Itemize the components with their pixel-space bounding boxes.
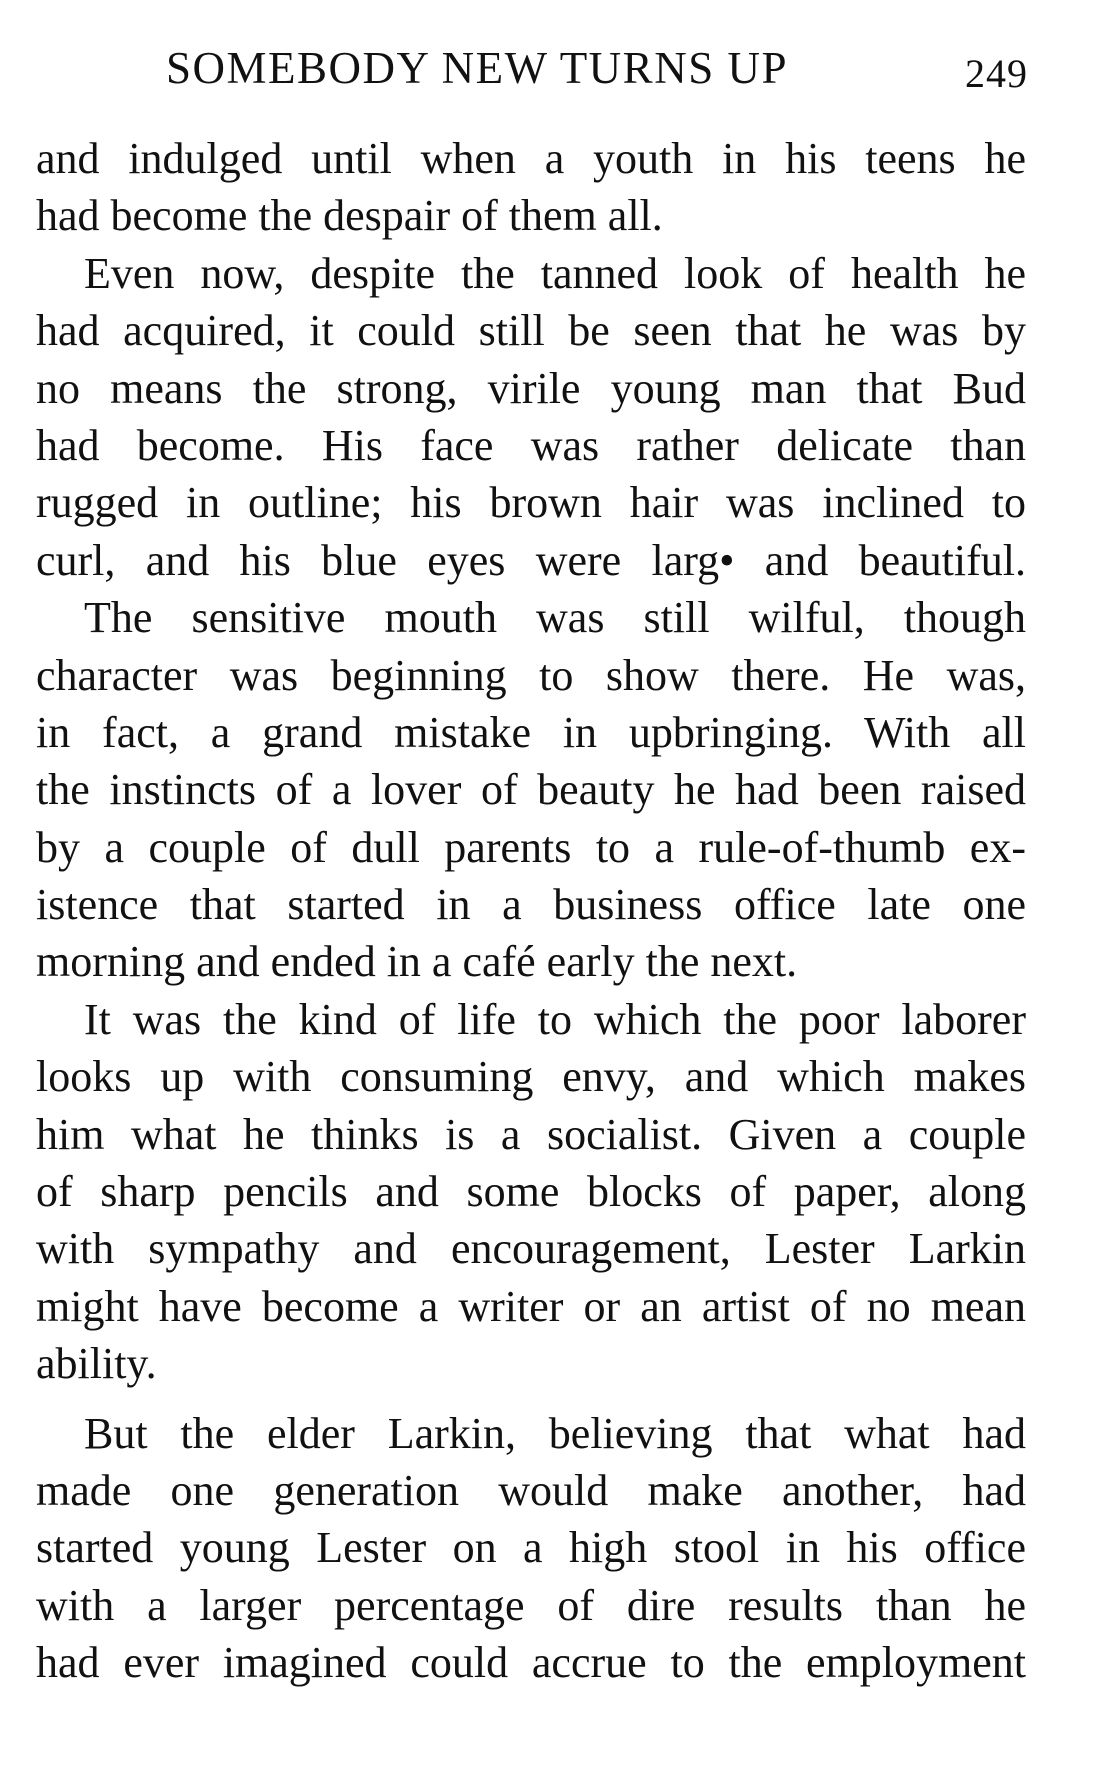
body-text (36, 130, 1026, 1692)
text-line: had acquired, it could still be seen that he was by (36, 306, 1026, 356)
text-line: ability. (36, 1339, 157, 1389)
text-line: with a larger percentage of dire results than he (36, 1580, 1026, 1630)
text-line: The sensitive mouth was still wilful, though (84, 593, 1026, 643)
text-line: him what he thinks is a socialist. Given a couple (36, 1109, 1026, 1159)
page-number: 249 (965, 51, 1028, 96)
text-line: no means the strong, virile young man that Bud (36, 363, 1026, 413)
text-line: morning and ended in a café early the next. (36, 937, 798, 987)
text-line: had become. His face was rather delicate than (36, 420, 1026, 470)
text-line: made one generation would make another, had (36, 1465, 1026, 1515)
text-line: started young Lester on a high stool in his office (36, 1523, 1026, 1573)
text-line: looks up with consuming envy, and which makes (36, 1052, 1026, 1102)
paragraph-first-line: It was the kind of life to which the poor laborer (84, 994, 1026, 1044)
running-head (36, 42, 1026, 102)
text-line: the instincts of a lover of beauty he had been raised (36, 765, 1026, 815)
text-line: curl, and his blue eyes were larg• and beautiful. (36, 535, 1026, 585)
text-line: by a couple of dull parents to a rule-of-thumb ex- (36, 822, 1026, 872)
paragraph-first-line: Even now, despite the tanned look of health he (84, 248, 1026, 298)
text-line: with sympathy and encouragement, Lester Larkin (36, 1224, 1026, 1274)
text-line: istence that started in a business office late one (36, 880, 1026, 930)
text-line: had ever imagined could accrue to the employment (36, 1638, 1026, 1688)
running-title: SOMEBODY NEW TURNS UP (166, 43, 788, 93)
paragraph-first-line: But the elder Larkin, believing that what had (84, 1408, 1026, 1458)
text-line: rugged in outline; his brown hair was inclined to (36, 478, 1026, 528)
text-line: had become the despair of them all. (36, 191, 663, 241)
text-line: character was beginning to show there. He was, (36, 650, 1026, 700)
text-line: and indulged until when a youth in his teens he (36, 134, 1026, 183)
text-line: of sharp pencils and some blocks of paper, along (36, 1167, 1026, 1217)
text-line: might have become a writer or an artist of no mean (36, 1281, 1026, 1331)
text-line: in fact, a grand mistake in upbringing. With all (36, 707, 1026, 757)
